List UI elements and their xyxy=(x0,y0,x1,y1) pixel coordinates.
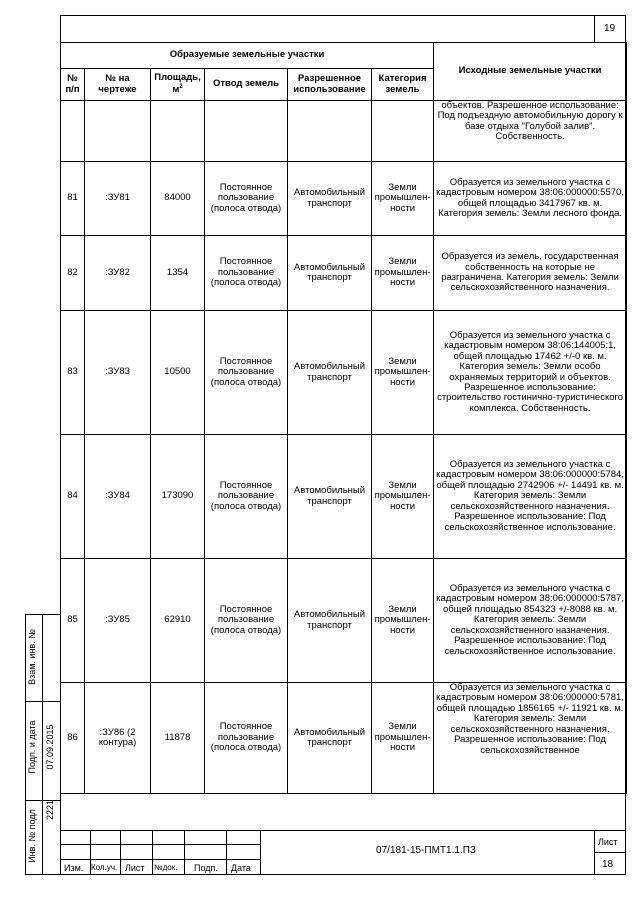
sheet-number: 18 xyxy=(602,859,614,870)
stamp-col-koluch: Кол.уч. xyxy=(91,863,118,872)
table-row xyxy=(61,311,627,435)
col-header-area xyxy=(151,69,205,101)
col-header-drawing: № на чертеже xyxy=(85,69,151,101)
table-row-continuation xyxy=(61,101,627,162)
side-podp-value: 07.09.2015 xyxy=(45,724,55,770)
row-source: Образуется из земельного участка с кадастровым номером 38:06:000000:5570, общей площадью 3417967 кв. м. Категория земель: Земли лесного фонда. xyxy=(434,162,627,236)
row-allotment: Постоянное пользование (полоса отвода) xyxy=(205,435,288,559)
col-header-category: Категория земель xyxy=(372,69,434,101)
row-use: Автомобильный транспорт xyxy=(288,683,372,794)
sheet-label: Лист xyxy=(598,837,618,847)
side-vzam-label: Взам. инв. № xyxy=(27,629,37,685)
row-num: 81 xyxy=(61,162,85,236)
row-category: Земли промышлен-ности xyxy=(372,683,434,794)
row-drawing: :ЗУ84 xyxy=(85,435,151,559)
row-source: Образуется из земельного участка с кадастровым номером 38:06:144005:1, общей площадью 17462 +/-0 кв. м. Категория земель: Земли особо охраняемых территорий и объектов. Разрешенное использование: строительство гостинично-туристического комплекса. Собственность. xyxy=(434,311,627,435)
row-num: 84 xyxy=(61,435,85,559)
source-header: Исходные земельные участки xyxy=(434,43,627,101)
area-header-label: Площадь, м xyxy=(154,72,201,96)
row-drawing: :ЗУ86 (2 контура) xyxy=(85,683,151,794)
row-source: Образуется из земельного участка с кадастровым номером 38:06:000000:5784, общей площадью 2742906 +/- 14491 кв. м. Категория земель: Земли сельскохозяйственного назначения. Разрешенное использование: Под сельскохозяйственное использование. xyxy=(434,435,627,559)
row-drawing: :ЗУ85 xyxy=(85,559,151,683)
row-num: 82 xyxy=(61,236,85,311)
row-allotment: Постоянное пользование (полоса отвода) xyxy=(205,683,288,794)
col-header-num: № п/п xyxy=(61,69,85,101)
row-drawing: :ЗУ83 xyxy=(85,311,151,435)
col-header-allotment: Отвод земель xyxy=(205,69,288,101)
row-source: Образуется из земельного участка с кадастровым номером 38:06:000000:5787, общей площадью 854323 +/-8088 кв. м. Категория земель: Земли сельскохозяйственного назначения. Разрешенное использование: Под сельскохозяйственное использование. xyxy=(434,559,627,683)
row-area: 1354 xyxy=(151,236,205,311)
row-allotment: Постоянное пользование (полоса отвода) xyxy=(205,311,288,435)
frame-top-line xyxy=(60,15,626,16)
row-area: 11878 xyxy=(151,683,205,794)
title-block xyxy=(60,830,626,875)
stamp-col-data: Дата xyxy=(231,863,251,873)
row-category: Земли промышлен-ности xyxy=(372,162,434,236)
table-row xyxy=(61,236,627,311)
row-allotment: Постоянное пользование (полоса отвода) xyxy=(205,162,288,236)
row-use: Автомобильный транспорт xyxy=(288,236,372,311)
page-number: 19 xyxy=(603,23,616,34)
row-num: 86 xyxy=(61,683,85,794)
table-row xyxy=(61,559,627,683)
row-num: 85 xyxy=(61,559,85,683)
table-row xyxy=(61,162,627,236)
row-category: Земли промышлен-ности xyxy=(372,559,434,683)
row-num: 83 xyxy=(61,311,85,435)
row-use: Автомобильный транспорт xyxy=(288,559,372,683)
row-category: Земли промышлен-ности xyxy=(372,236,434,311)
stamp-col-podp: Подп. xyxy=(194,863,218,873)
row-allotment: Постоянное пользование (полоса отвода) xyxy=(205,559,288,683)
stamp-col-ndok: №док. xyxy=(154,863,178,872)
document-code: 07/181-15-ПМТ1.1.ПЗ xyxy=(376,845,476,856)
side-podp-label: Подп. и дата xyxy=(27,720,37,774)
row-drawing: :ЗУ82 xyxy=(85,236,151,311)
continuation-text: объектов. Разрешенное использование: Под подъездную автомобильную дорогу к базе отдыха "Голубой залив". Собственность. xyxy=(434,101,627,162)
row-use: Автомобильный транспорт xyxy=(288,162,372,236)
row-area: 84000 xyxy=(151,162,205,236)
row-drawing: :ЗУ81 xyxy=(85,162,151,236)
row-use: Автомобильный транспорт xyxy=(288,435,372,559)
row-source: Образуется из земельного участка с кадастровым номером 38:06:000000:5781, общей площадью 1856165 +/- 11921 кв. м. Категория земель: Земли сельскохозяйственного назначения. Разрешенное использование: Под сельскохозяйственное xyxy=(434,683,627,794)
stamp-col-list: Лист xyxy=(125,863,145,873)
land-plots-table xyxy=(60,42,627,794)
side-inv-value: 2221 xyxy=(45,800,55,821)
stamp-col-izm: Изм. xyxy=(64,863,84,873)
table-row xyxy=(61,683,627,794)
row-area: 62910 xyxy=(151,559,205,683)
group-header: Образуемые земельные участки xyxy=(61,43,434,69)
row-category: Земли промышлен-ности xyxy=(372,311,434,435)
row-area: 173090 xyxy=(151,435,205,559)
row-category: Земли промышлен-ности xyxy=(372,435,434,559)
row-use: Автомобильный транспорт xyxy=(288,311,372,435)
row-source: Образуется из земель, государственная собственность на которые не разграничена. Категория земель: Земли сельскохозяйственного назначения. xyxy=(434,236,627,311)
row-area: 10500 xyxy=(151,311,205,435)
area-header-sup: 2 xyxy=(179,83,183,90)
col-header-use: Разрешенное использование xyxy=(288,69,372,101)
row-allotment: Постоянное пользование (полоса отвода) xyxy=(205,236,288,311)
table-row xyxy=(61,435,627,559)
frame-right-line xyxy=(625,15,626,875)
side-inv-label: Инв. № подл xyxy=(27,809,37,863)
